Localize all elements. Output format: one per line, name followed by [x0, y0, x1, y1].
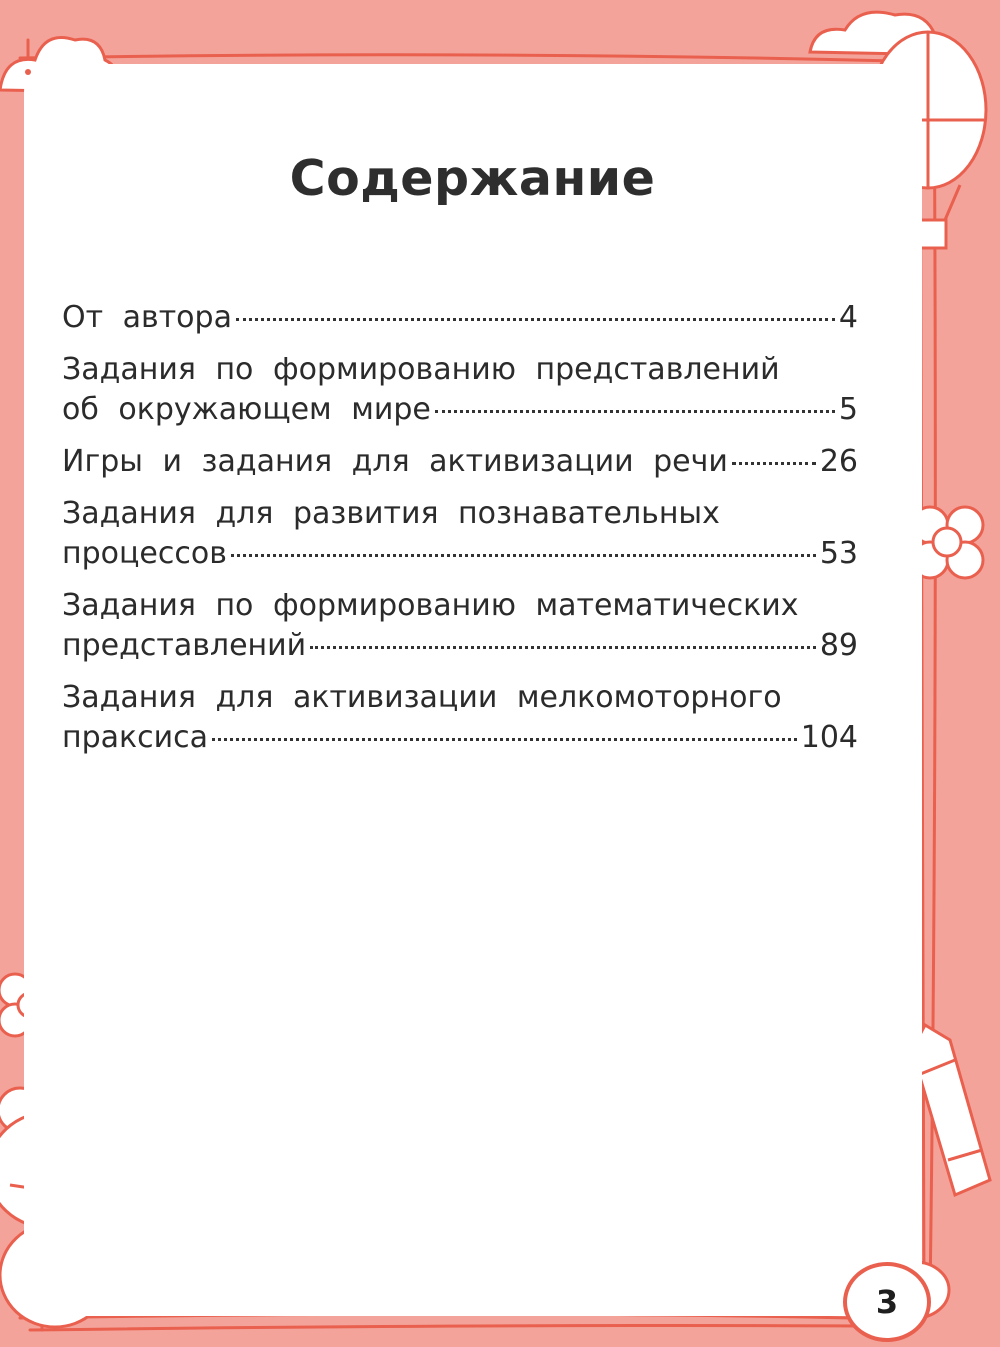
leader-dots [236, 318, 835, 321]
toc-entry-title: Задания для активизации мелкомоторного [62, 680, 782, 715]
toc-page-number: 89 [819, 628, 858, 663]
page-number-badge: 3 [843, 1262, 931, 1342]
toc-entry-title-continued: об окружающем мире [62, 392, 431, 427]
toc-entry-title-continued: праксиса [62, 720, 209, 755]
table-of-contents [62, 298, 858, 758]
toc-entry [62, 586, 858, 666]
toc-entry-title: Задания по формированию представлений [62, 352, 780, 387]
toc-entry [62, 298, 858, 338]
toc-entry [62, 350, 858, 430]
leader-dots [212, 738, 797, 741]
toc-entry [62, 678, 858, 758]
toc-entry [62, 494, 858, 574]
toc-entry-title: Задания для развития познавательных [62, 496, 720, 531]
leader-dots [435, 410, 835, 413]
toc-page-number: 104 [800, 720, 858, 755]
toc-entry [62, 442, 858, 482]
toc-entry-title: Задания по формированию математических [62, 588, 799, 623]
toc-entry-title-continued: процессов [62, 536, 227, 571]
page-title: Содержание [289, 150, 656, 207]
toc-entry-title: От автора [62, 300, 232, 335]
leader-dots [231, 554, 816, 557]
toc-page-number: 53 [819, 536, 858, 571]
toc-entry-title-continued: представлений [62, 628, 307, 663]
toc-entry-title: Игры и задания для активизации речи [62, 444, 728, 479]
toc-page-number: 26 [819, 444, 858, 479]
toc-page-number: 4 [838, 300, 858, 335]
leader-dots [310, 646, 816, 649]
toc-page-number: 5 [838, 392, 858, 427]
leader-dots [732, 462, 816, 465]
flower-icon [912, 507, 983, 578]
